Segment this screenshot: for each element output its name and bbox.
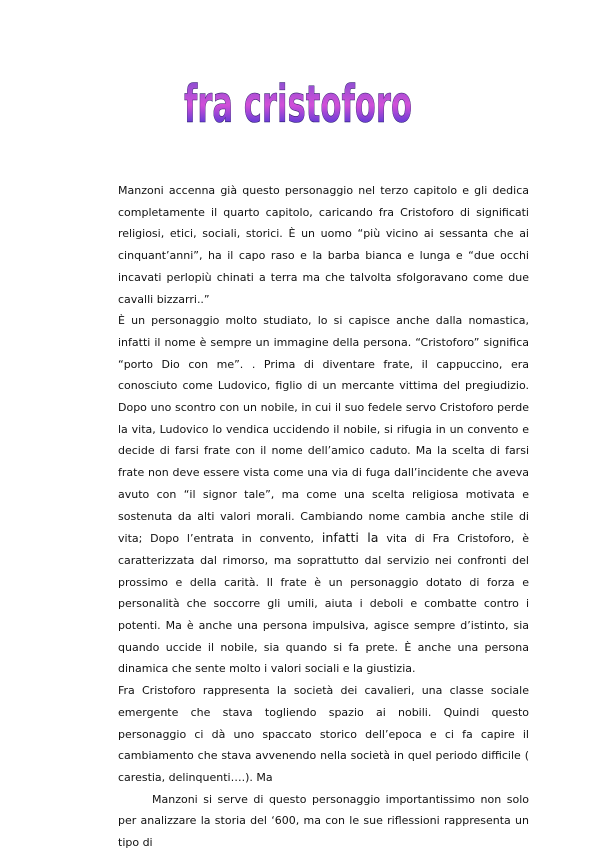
paragraph — [118, 180, 529, 310]
paragraph-text: Fra Cristoforo rappresenta la società dei cavalieri, una classe sociale emergente che stava togliendo spazio ai nobili. Quindi questo personaggio ci dà uno spaccato storico dell’epoca e ci fa capire il cambiamento che stava avvenendo nella società in quel periodo difficile ( carestia, delinquenti….). Ma — [118, 684, 529, 784]
paragraph-emphasis: infatti la — [321, 530, 379, 546]
paragraph-text: Manzoni accenna già questo personaggio nel terzo capitolo e gli dedica completamente il quarto capitolo, caricando fra Cristoforo di significati religiosi, etici, sociali, storici. È un uomo “più vicino ai sessanta che ai cinquant’anni”, ha il capo raso e la barba bianca e lunga e “due occhi incavati perlopiù chinati a terra ma che talvolta sfolgoravano come due cavalli bizzarri..” — [118, 184, 529, 306]
paragraph — [118, 680, 529, 789]
body-text — [118, 180, 529, 854]
paragraph-text: Manzoni si serve di questo personaggio importantissimo non solo per analizzare la storia del ‘600, ma con le sue riflessioni rappresenta un tipo di — [118, 792, 529, 850]
paragraph — [118, 789, 529, 854]
page-title — [0, 60, 596, 140]
paragraph-text: È un personaggio molto studiato, lo si capisce anche dalla nomastica, infatti il nome è sempre un immagine della persona. “Cristoforo” significa “porto Dio con me”. . Prima di diventare frate, il cappuccino, era conosciuto come Ludovico, figlio di un mercante vittima del pregiudizio. Dopo uno scontro con un nobile, in cui il suo fedele servo Cristoforo perde la vita, Ludovico lo vendica uccidendo il nobile, si rifugia in un convento e decide di farsi frate con il nome dell’amico caduto. Ma la scelta di farsi frate non deve essere vista come una via di fuga dall’incidente che aveva avuto con “il signor tale”, ma come una scelta religiosa motivata e sostenuta da alti valori morali. Cambiando nome cambia anche stile di vita; Dopo l’entrata in convento, — [118, 314, 529, 546]
title-wordart — [168, 60, 428, 140]
paragraph — [118, 310, 529, 680]
paragraph-text: vita di Fra Cristoforo, è caratterizzata dal rimorso, ma soprattutto dal servizio nei confronti del prossimo e della carità. Il frate è un personaggio dotato di forza e personalità che soccorre gli umili, aiuta i deboli e combatte contro i potenti. Ma è anche una persona impulsiva, agisce sempre d’istinto, sia quando uccide il nobile, sia quando si fa prete. È anche una persona dinamica che sente molto i valori sociali e la giustizia. — [118, 532, 530, 676]
title-text: fra cristoforo — [184, 75, 412, 135]
